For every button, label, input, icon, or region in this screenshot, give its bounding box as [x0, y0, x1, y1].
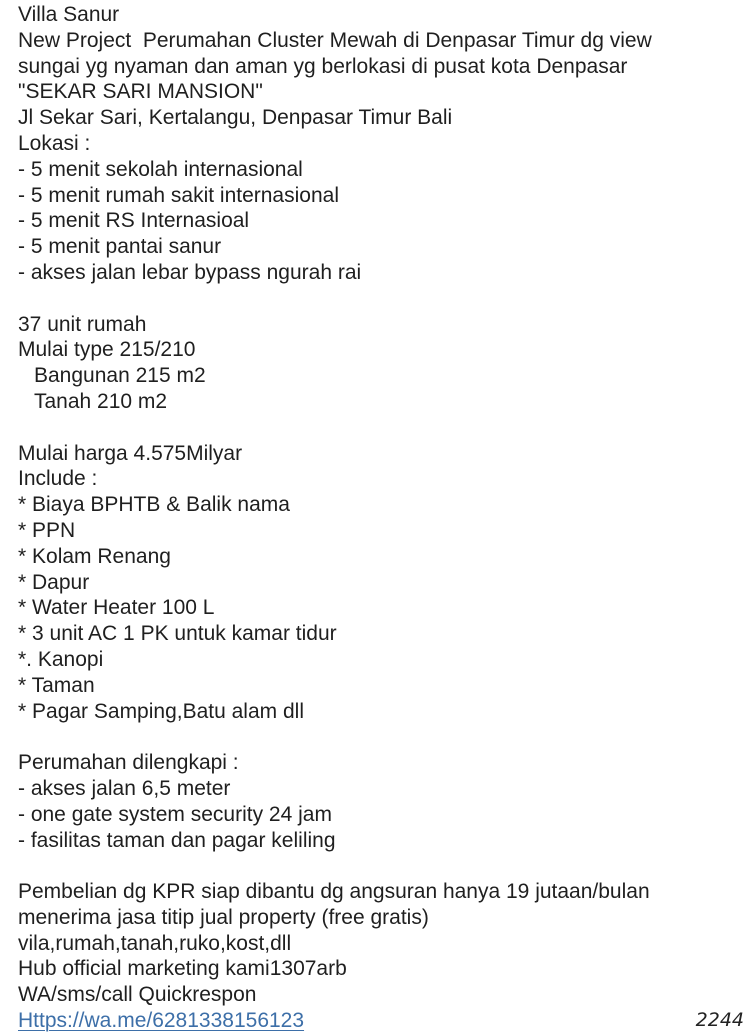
include-item: * Kolam Renang	[18, 544, 171, 568]
facilities-title: Perumahan dilengkapi :	[18, 751, 239, 775]
location-item: - akses jalan lebar bypass ngurah rai	[18, 260, 362, 284]
location-item: - 5 menit rumah sakit internasional	[18, 183, 339, 207]
spacer	[18, 415, 743, 441]
spacer	[18, 724, 743, 750]
project-name: "SEKAR SARI MANSION"	[18, 80, 263, 104]
page-number: 2244	[695, 1009, 744, 1031]
include-item: * PPN	[18, 518, 76, 542]
footer-line: vila,rumah,tanah,ruko,kost,dll	[18, 931, 292, 955]
location-title: Lokasi :	[18, 131, 91, 155]
location-item: - 5 menit RS Internasioal	[18, 209, 250, 233]
footer-line: WA/sms/call Quickrespon	[18, 983, 257, 1007]
facility-item: - fasilitas taman dan pagar keliling	[18, 828, 336, 852]
include-item: * Dapur	[18, 570, 90, 594]
building-size: Bangunan 215 m2	[34, 364, 206, 388]
whatsapp-link[interactable]: Https://wa.me/6281338156123	[18, 1009, 305, 1033]
include-item: * Water Heater 100 L	[18, 596, 215, 620]
include-item: * 3 unit AC 1 PK untuk kamar tidur	[18, 622, 337, 646]
post-title: Villa Sanur	[18, 3, 120, 26]
spacer	[18, 853, 743, 879]
footer-line: Pembelian dg KPR siap dibantu dg angsuran hanya 19 jutaan/bulan	[18, 880, 650, 904]
spacer	[18, 286, 743, 312]
location-item: - 5 menit sekolah internasional	[18, 157, 303, 181]
footer-line: Hub official marketing kami1307arb	[18, 957, 347, 981]
start-price: Mulai harga 4.575Milyar	[18, 441, 243, 465]
include-item: * Taman	[18, 673, 95, 697]
footer-line: menerima jasa titip jual property (free gratis)	[18, 905, 429, 929]
include-item: * Pagar Samping,Batu alam dll	[18, 699, 304, 723]
post-body	[18, 2, 743, 1034]
include-item: *. Kanopi	[18, 647, 104, 671]
unit-type: Mulai type 215/210	[18, 338, 196, 362]
location-item: - 5 menit pantai sanur	[18, 235, 222, 259]
facility-item: - one gate system security 24 jam	[18, 802, 332, 826]
include-item: * Biaya BPHTB & Balik nama	[18, 493, 290, 517]
facility-item: - akses jalan 6,5 meter	[18, 776, 231, 800]
include-title: Include :	[18, 467, 98, 491]
address: Jl Sekar Sari, Kertalangu, Denpasar Timur Bali	[18, 106, 453, 130]
unit-count: 37 unit rumah	[18, 312, 147, 336]
header-line: sungai yg nyaman dan aman yg berlokasi di pusat kota Denpasar	[18, 54, 628, 78]
land-size: Tanah 210 m2	[34, 389, 168, 413]
header-line: New Project Perumahan Cluster Mewah di Denpasar Timur dg view	[18, 28, 652, 52]
